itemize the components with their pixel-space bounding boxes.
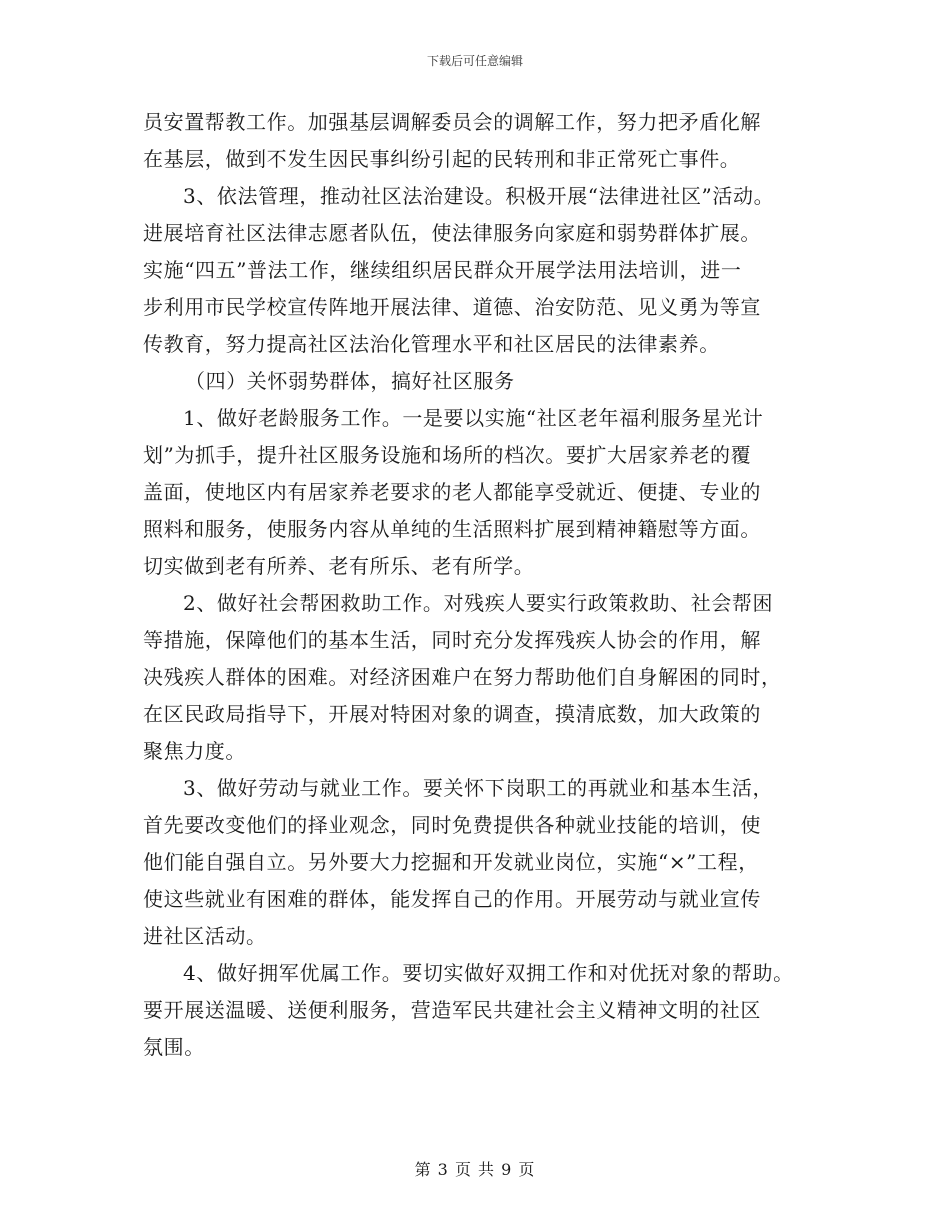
body-line: 传教育，努力提高社区法治化管理水平和社区居民的法律素养。 <box>143 332 720 356</box>
body-line: 使这些就业有困难的群体，能发挥自己的作用。开展劳动与就业宣传 <box>143 887 761 911</box>
body-line: 等措施，保障他们的基本生活，同时充分发挥残疾人协会的作用，解 <box>143 628 761 652</box>
body-line: 盖面，使地区内有居家养老要求的老人都能享受就近、便捷、专业的 <box>143 480 761 504</box>
document-body <box>143 104 823 1066</box>
body-line: 首先要改变他们的择业观念，同时免费提供各种就业技能的培训，使 <box>143 813 761 837</box>
body-line: 2、做好社会帮困救助工作。对残疾人要实行政策救助、社会帮困 <box>183 591 774 615</box>
body-line: 进展培育社区法律志愿者队伍，使法律服务向家庭和弱势群体扩展。 <box>143 221 761 245</box>
page-footer: 第 3 页 共 9 页 <box>414 1160 536 1179</box>
body-line: 进社区活动。 <box>143 924 267 948</box>
body-line: 4、做好拥军优属工作。要切实做好双拥工作和对优抚对象的帮助。 <box>183 961 794 985</box>
body-line: 决残疾人群体的困难。对经济困难户在努力帮助他们自身解困的同时， <box>143 665 782 689</box>
body-line: 要开展送温暖、送便利服务，营造军民共建社会主义精神文明的社区 <box>143 998 761 1022</box>
body-line: 氛围。 <box>143 1035 205 1059</box>
body-line: 实施“四五”普法工作，继续组织居民群众开展学法用法培训，进一 <box>143 258 742 282</box>
body-line: 他们能自强自立。另外要大力挖掘和开发就业岗位，实施“×”工程， <box>143 850 759 874</box>
body-line: 聚焦力度。 <box>143 739 246 763</box>
body-line: 在区民政局指导下，开展对特困对象的调查，摸清底数，加大政策的 <box>143 702 761 726</box>
body-line: 员安置帮教工作。加强基层调解委员会的调解工作，努力把矛盾化解 <box>143 110 761 134</box>
body-line: 3、做好劳动与就业工作。要关怀下岗职工的再就业和基本生活， <box>183 776 774 800</box>
body-line: 在基层，做到不发生因民事纠纷引起的民转刑和非正常死亡事件。 <box>143 147 741 171</box>
body-line: 划”为抓手，提升社区服务设施和场所的档次。要扩大居家养老的覆 <box>143 443 752 467</box>
section-heading: （四）关怀弱势群体，搞好社区服务 <box>185 369 515 393</box>
body-line: 步利用市民学校宣传阵地开展法律、道德、治安防范、见义勇为等宣 <box>143 295 761 319</box>
body-line: 3、依法管理，推动社区法治建设。积极开展“法律进社区”活动。 <box>183 184 775 208</box>
body-line: 切实做到老有所养、老有所乐、老有所学。 <box>143 554 535 578</box>
page-header: 下载后可任意编辑 <box>426 54 523 68</box>
body-line: 1、做好老龄服务工作。一是要以实施“社区老年福利服务星光计 <box>183 406 764 430</box>
body-line: 照料和服务，使服务内容从单纯的生活照料扩展到精神籍慰等方面。 <box>143 517 761 541</box>
